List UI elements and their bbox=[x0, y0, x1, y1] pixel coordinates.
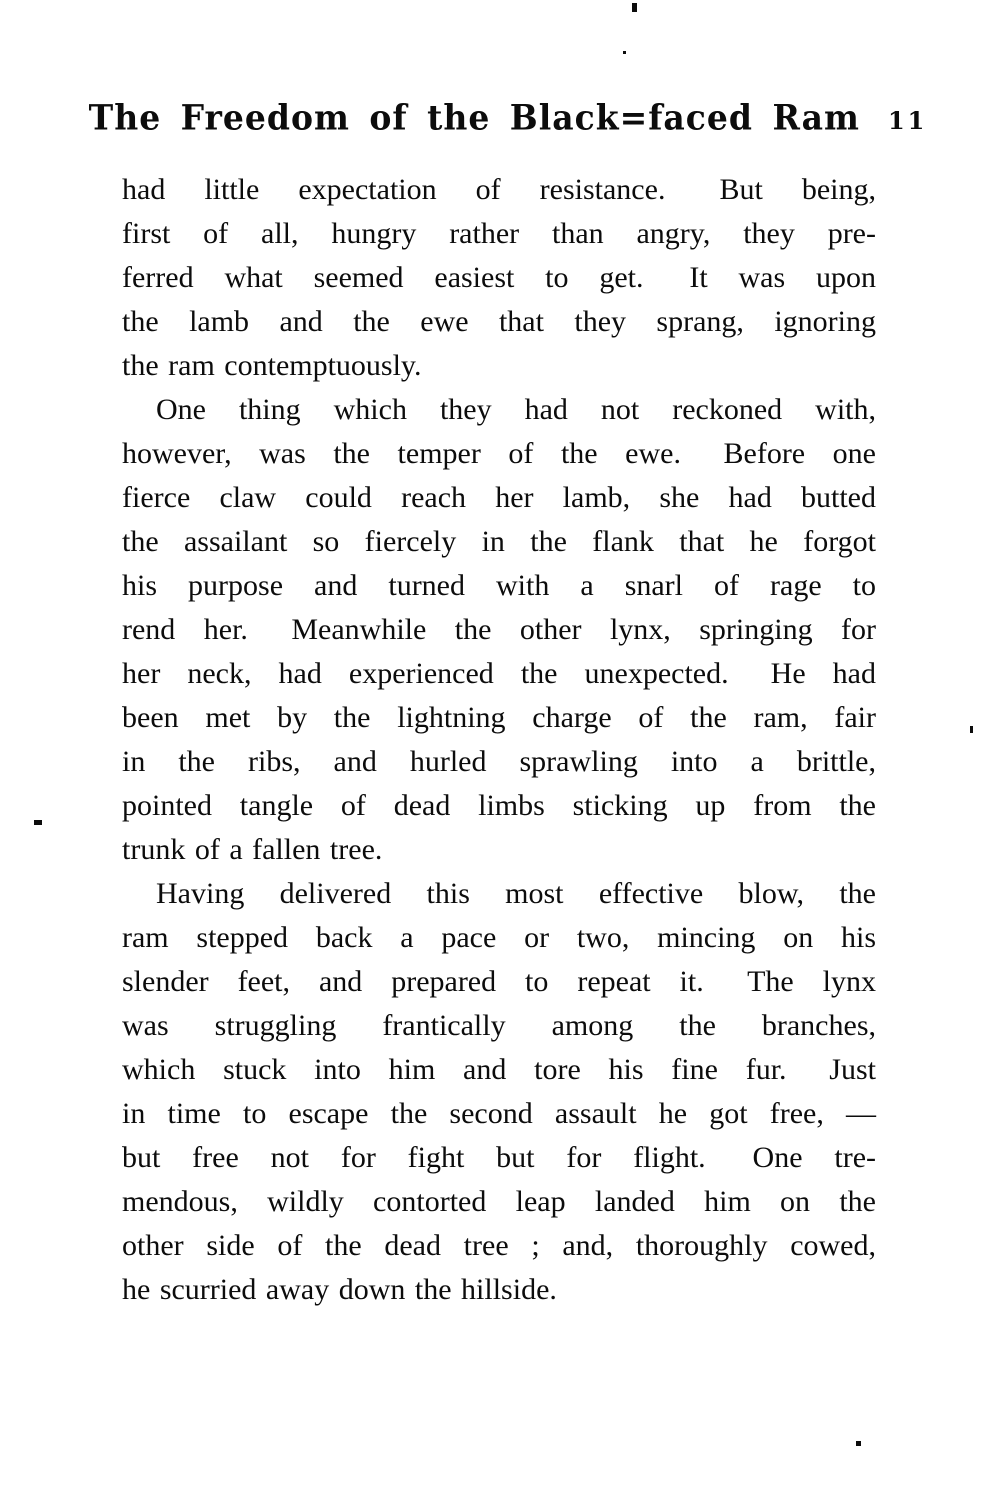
ink-speck bbox=[970, 726, 973, 733]
page-title: The Freedom of the Black=faced Ram bbox=[88, 97, 860, 138]
ink-speck bbox=[34, 820, 42, 825]
text-line: which stuck into him and tore his fine fur. Just bbox=[122, 1053, 876, 1086]
text-line: Having delivered this most effective blow, the bbox=[156, 877, 876, 910]
text-line: ram stepped back a pace or two, mincing on his bbox=[122, 921, 876, 954]
ink-speck bbox=[856, 1441, 861, 1446]
text-line: rend her. Meanwhile the other lynx, springing for bbox=[122, 613, 876, 646]
text-line: his purpose and turned with a snarl of rage to bbox=[122, 569, 876, 602]
text-line: fierce claw could reach her lamb, she had butted bbox=[122, 481, 876, 514]
text-line: first of all, hungry rather than angry, they pre- bbox=[122, 217, 876, 250]
text-line: the assailant so fiercely in the flank that he forgot bbox=[122, 525, 876, 558]
text-line: slender feet, and prepared to repeat it. The lynx bbox=[122, 965, 876, 998]
text-line: other side of the dead tree ; and, thoroughly cowed, bbox=[122, 1229, 876, 1262]
text-line: trunk of a fallen tree. bbox=[122, 833, 383, 866]
text-line: been met by the lightning charge of the ram, fair bbox=[122, 701, 876, 734]
page-number: 11 bbox=[887, 106, 928, 135]
text-line: he scurried away down the hillside. bbox=[122, 1273, 557, 1306]
text-line: but free not for fight but for flight. One tre- bbox=[122, 1141, 876, 1174]
text-line: pointed tangle of dead limbs sticking up from the bbox=[122, 789, 876, 822]
running-header bbox=[88, 97, 928, 138]
text-line: ferred what seemed easiest to get. It was upon bbox=[122, 261, 876, 294]
ink-speck bbox=[632, 3, 637, 12]
ink-speck bbox=[623, 51, 626, 54]
text-line: mendous, wildly contorted leap landed him on the bbox=[122, 1185, 876, 1218]
text-line: the ram contemptuously. bbox=[122, 349, 422, 382]
text-body bbox=[122, 168, 876, 1312]
text-line: the lamb and the ewe that they sprang, ignoring bbox=[122, 305, 876, 338]
text-line: had little expectation of resistance. But being, bbox=[122, 173, 876, 206]
text-line: was struggling frantically among the branches, bbox=[122, 1009, 876, 1042]
text-line: her neck, had experienced the unexpected. He had bbox=[122, 657, 876, 690]
text-line: in time to escape the second assault he got free, — bbox=[122, 1097, 876, 1130]
text-line: One thing which they had not reckoned with, bbox=[156, 393, 876, 426]
text-line: in the ribs, and hurled sprawling into a brittle, bbox=[122, 745, 876, 778]
text-line: however, was the temper of the ewe. Before one bbox=[122, 437, 876, 470]
